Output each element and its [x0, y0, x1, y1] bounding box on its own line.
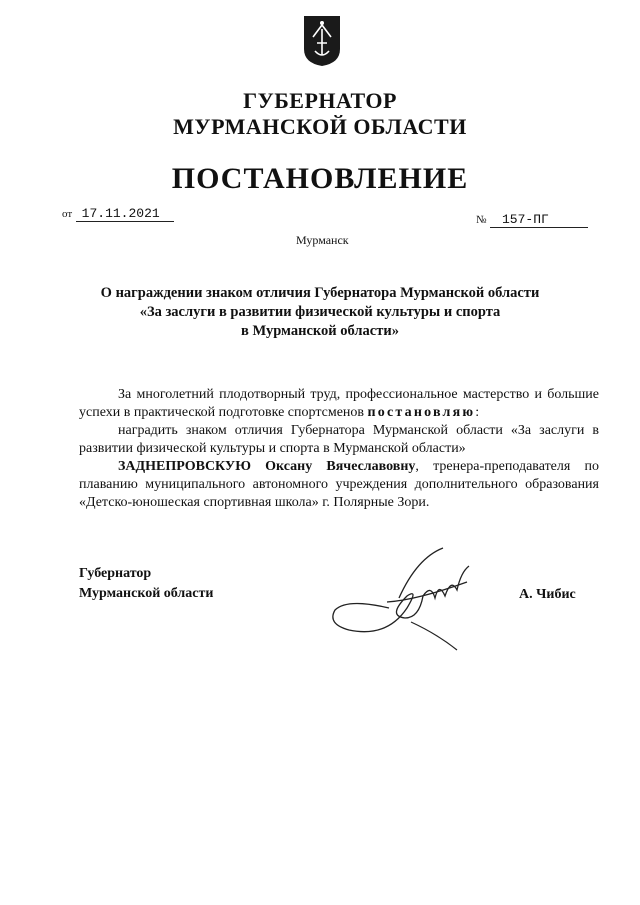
paragraph-3: ЗАДНЕПРОВСКУЮ Оксану Вячеславовну, тренера-преподавателя по плаванию муниципального автономного учреждения дополнительного образования «Детско-юношеская спортивная школа» г. Полярные Зори.	[79, 459, 599, 510]
awardee-name: ЗАДНЕПРОВСКУЮ Оксану Вячеславовну	[118, 459, 416, 474]
authority-header	[0, 88, 640, 140]
title-line-3: в Мурманской области»	[241, 323, 399, 339]
document-type: ПОСТАНОВЛЕНИЕ	[171, 162, 469, 195]
number-value: 157-ПГ	[490, 212, 588, 228]
authority-line-2: МУРМАНСКОЙ ОБЛАСТИ	[173, 114, 467, 139]
handwritten-signature	[327, 538, 487, 653]
authority-line-1: ГУБЕРНАТОР	[243, 88, 397, 113]
paragraph-1: За многолетний плодотворный труд, профессиональное мастерство и большие успехи в практической подготовке спортсменов постановляю:	[79, 387, 599, 420]
date-prefix: от	[62, 208, 73, 220]
number-field	[476, 212, 588, 228]
document-title	[0, 284, 640, 341]
signatory-name: А. Чибис	[519, 587, 576, 602]
title-line-1: О награждении знаком отличия Губернатора Мурманской области	[100, 285, 540, 301]
date-value: 17.11.2021	[76, 206, 174, 222]
resolve-word: постановляю	[367, 405, 476, 420]
document-body	[79, 386, 599, 512]
title-line-2: «За заслуги в развитии физической культуры и спорта	[139, 304, 501, 320]
date-field	[62, 206, 174, 222]
signatory-position: Губернатор Мурманской области	[79, 566, 214, 601]
coat-of-arms-icon	[303, 15, 341, 67]
city: Мурманск	[296, 233, 349, 247]
number-prefix: №	[476, 214, 487, 226]
paragraph-2: наградить знаком отличия Губернатора Мурманской области «За заслуги в развитии физической культуры и спорта в Мурманской области»	[79, 423, 599, 456]
